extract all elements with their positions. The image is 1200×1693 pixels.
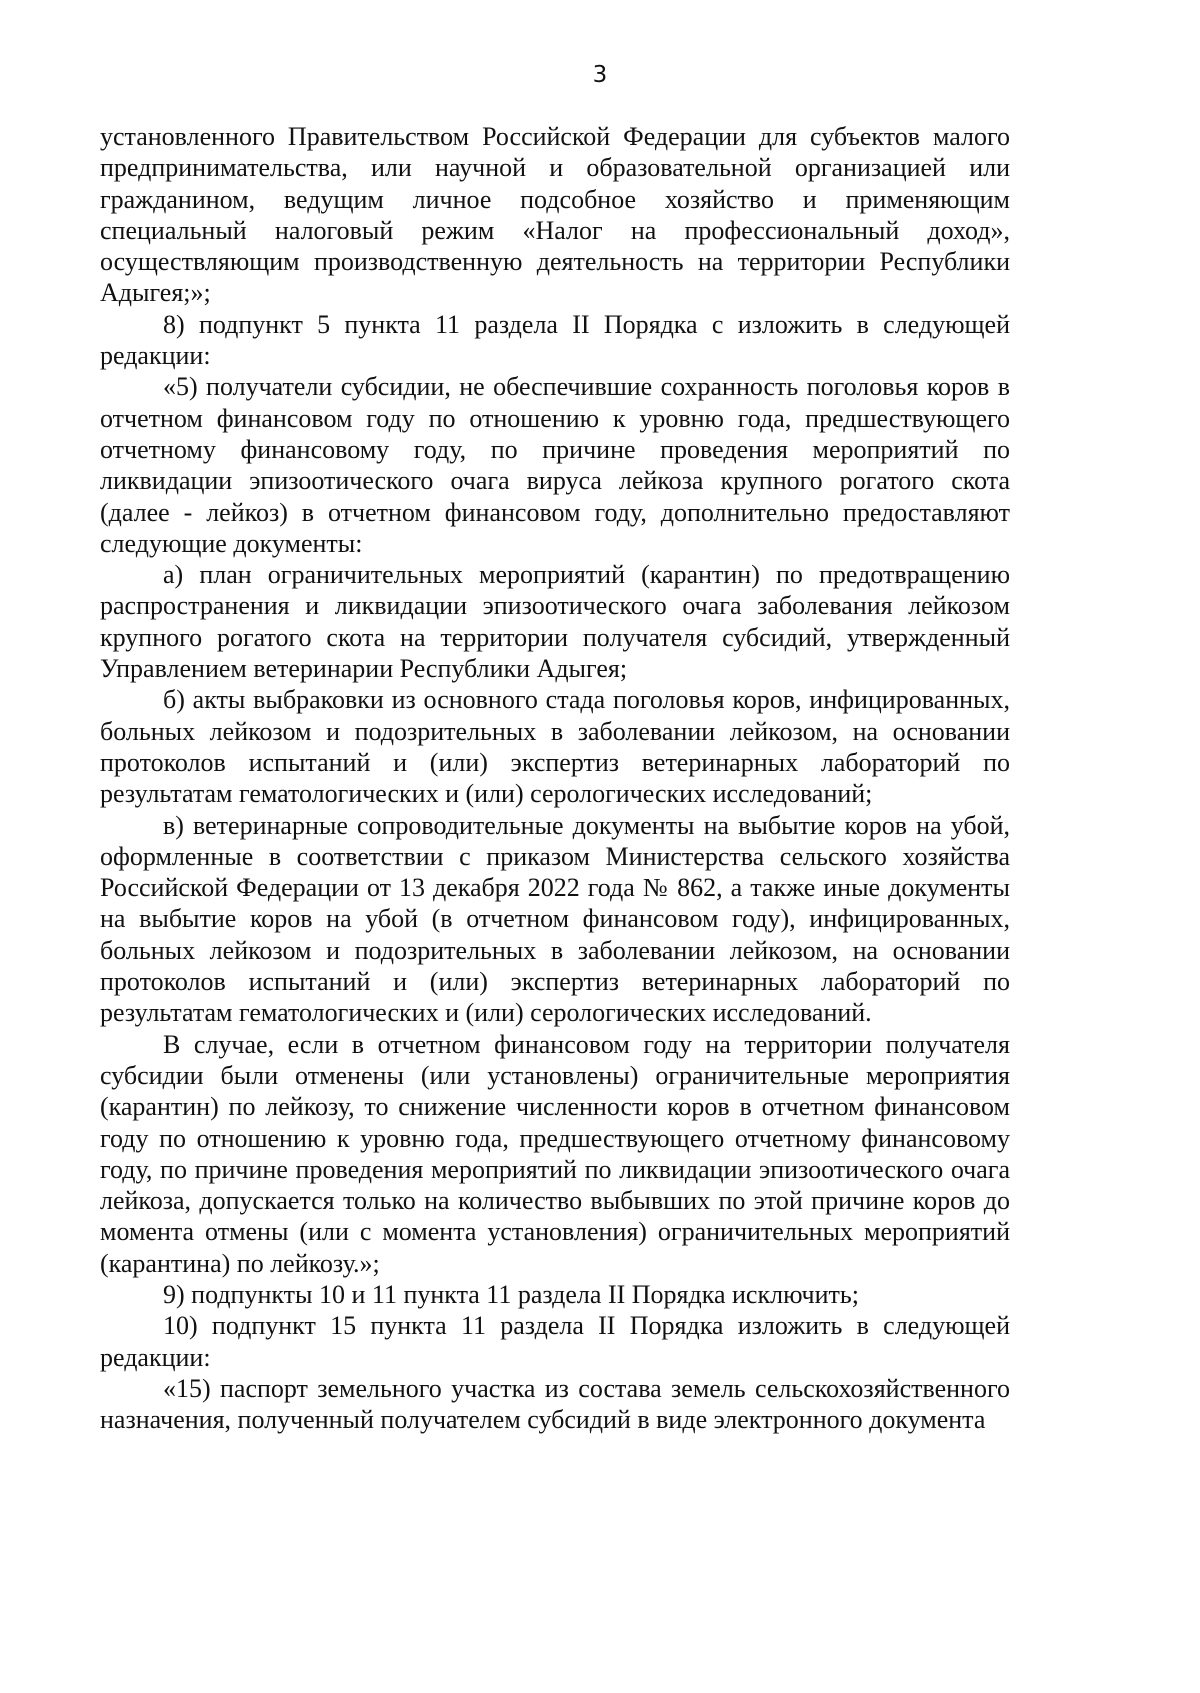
paragraph-item-9: 9) подпункты 10 и 11 пункта 11 раздела II Порядка исключить; (163, 1279, 859, 1309)
paragraph-subitem-5: «5) получатели субсидии, не обеспечившие сохранность поголовья коров в отчетном финансовом году по отношению к уровню года, предшествующего отчетному финансовому году, по причине проведения мероприятий по ликвидации эпизоотического очага вируса лейкоза крупного рогатого скота (далее - лейкоз) в отчетном финансовом году, дополнительно предоставляют следующие документы: (100, 372, 1010, 558)
paragraph-continuation: установленного Правительством Российской Федерации для субъектов малого предпринимательства, или научной и образовательной организацией или гражданином, ведущим личное подсобное хозяйство и применяющим специальный налоговый режим «Налог на профессиональный доход», осуществляющим производственную деятельность на территории Республики Адыгея;»; (100, 122, 1010, 308)
paragraph-quarantine-case: В случае, если в отчетном финансовом году на территории получателя субсидии были отменены (или установлены) ограничительные мероприятия (карантин) по лейкозу, то снижение численности коров в отчетном финансовом году по отношению к уровню года, предшествующего отчетному финансовому году, по причине проведения мероприятий по ликвидации эпизоотического очага лейкоза, допускается только на количество выбывших по этой причине коров до момента отмены (или с момента установления) ограничительных мероприятий (карантина) по лейкозу.»; (100, 1029, 1010, 1278)
paragraph-subitem-v: в) ветеринарные сопроводительные документы на выбытие коров на убой, оформленные в соответствии с приказом Министерства сельского хозяйства Российской Федерации от 13 декабря 2022 года № 862, а также иные документы на выбытие коров на убой (в отчетном финансовом году), инфицированных, больных лейкозом и подозрительных в заболевании лейкозом, на основании протоколов испытаний и (или) экспертиз ветеринарных лабораторий по результатам гематологических и (или) серологических исследований. (100, 810, 1010, 1028)
page-number: 3 (592, 62, 608, 88)
paragraph-item-8: 8) подпункт 5 пункта 11 раздела II Порядка с изложить в следующей редакции: (100, 309, 1010, 371)
paragraph-item-10: 10) подпункт 15 пункта 11 раздела II Порядка изложить в следующей редакции: (100, 1311, 1010, 1372)
paragraph-subitem-b: б) акты выбраковки из основного стада поголовья коров, инфицированных, больных лейкозом и подозрительных в заболевании лейкозом, на основании протоколов испытаний и (или) экспертиз ветеринарных лабораторий по результатам гематологических и (или) серологических исследований; (100, 685, 1010, 809)
document-body (100, 121, 1010, 1435)
paragraph-subitem-15: «15) паспорт земельного участка из состава земель сельскохозяйственного назначения, полученный получателем субсидий в виде электронного документа (100, 1373, 1010, 1435)
paragraph-subitem-a: а) план ограничительных мероприятий (карантин) по предотвращению распространения и ликвидации эпизоотического очага заболевания лейкозом крупного рогатого скота на территории получателя субсидий, утвержденный Управлением ветеринарии Республики Адыгея; (100, 560, 1010, 684)
